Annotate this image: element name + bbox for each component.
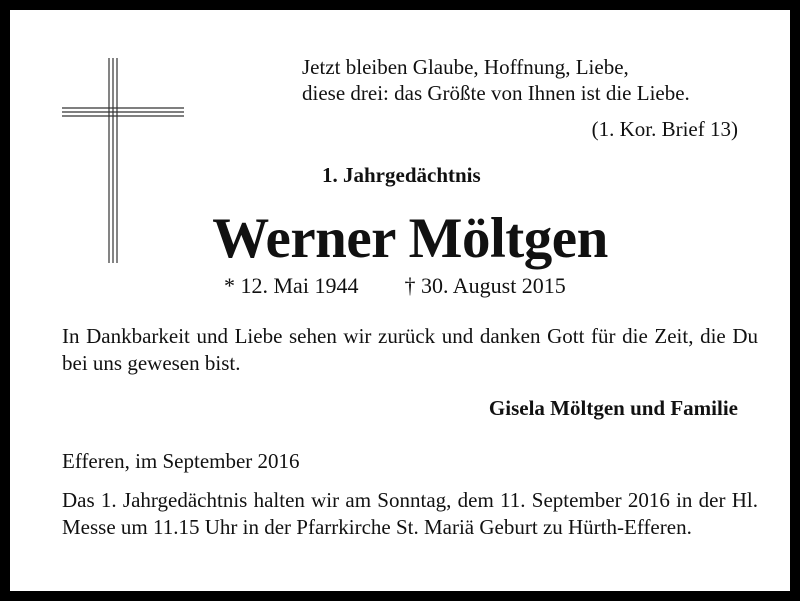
anniversary-heading: 1. Jahrgedächtnis — [322, 163, 481, 187]
birth-date: * 12. Mai 1944 — [224, 273, 359, 298]
death-date: † 30. August 2015 — [404, 273, 566, 298]
deceased-name: Werner Möltgen — [212, 207, 608, 270]
signature: Gisela Möltgen und Familie — [488, 396, 738, 420]
service-info: Das 1. Jahrgedächtnis halten wir am Sonntag, dem 11. September 2016 in der Hl. Messe um 11.15 Uhr in der Pfarrkirche St. Mariä Geburt zu Hürth-Efferen. — [62, 488, 758, 539]
quote-line-1: Jetzt bleiben Glaube, Hoffnung, Liebe, — [302, 55, 629, 79]
thanks-text: In Dankbarkeit und Liebe sehen wir zurück und danken Gott für die Zeit, die Du bei uns gewesen bist. — [62, 324, 758, 375]
place-date: Efferen, im September 2016 — [62, 449, 300, 473]
life-dates — [224, 272, 566, 300]
quote-line-2: diese drei: das Größte von Ihnen ist die Liebe. — [302, 81, 690, 105]
quote-reference: (1. Kor. Brief 13) — [591, 117, 738, 141]
